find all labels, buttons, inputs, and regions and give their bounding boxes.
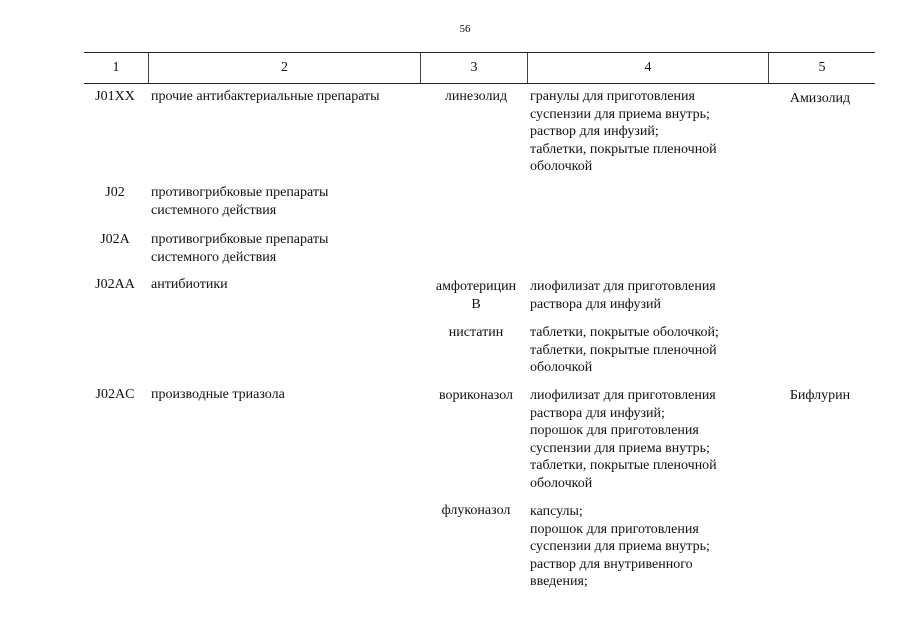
header-col-2: 2: [281, 60, 288, 75]
dosage-form: суспензии для приема внутрь;: [530, 106, 710, 122]
group-name: противогрибковые препараты: [151, 185, 329, 200]
atc-code: J02AC: [95, 387, 135, 402]
dosage-form: раствор для внутривенного: [530, 556, 693, 572]
dosage-form: капсулы;: [530, 504, 583, 519]
page-number: 56: [459, 23, 471, 35]
dosage-form: таблетки, покрытые пленочной: [530, 342, 717, 358]
drug-name: В: [471, 296, 481, 312]
group-name: прочие антибактериальные препараты: [151, 89, 380, 104]
dosage-form: таблетки, покрытые пленочной: [530, 458, 717, 473]
header-col-3: 3: [470, 60, 478, 75]
table-header: [84, 52, 875, 84]
dosage-form: введения;: [530, 574, 588, 589]
brand-name: Бифлурин: [789, 388, 851, 403]
drug-name: линезолид: [444, 89, 508, 104]
dosage-form: порошок для приготовления: [530, 521, 699, 537]
dosage-form: раствор для инфузий;: [530, 124, 659, 139]
dosage-form: таблетки, покрытые оболочкой;: [530, 325, 719, 340]
drug-name: вориконазол: [438, 388, 514, 403]
dosage-form: оболочкой: [530, 360, 593, 375]
drug-name: амфотерицин: [435, 279, 517, 294]
dosage-form: оболочкой: [530, 159, 593, 174]
dosage-form: гранулы для приготовления: [530, 89, 695, 104]
header-col-4: 4: [644, 60, 652, 75]
header-col-1: 1: [112, 60, 120, 75]
dosage-form: порошок для приготовления: [530, 423, 699, 438]
dosage-form: раствора для инфузий: [530, 296, 662, 312]
dosage-form: лиофилизат для приготовления: [530, 388, 716, 403]
brand-name: Амизолид: [789, 91, 851, 106]
dosage-form: таблетки, покрытые пленочной: [530, 141, 717, 157]
group-name: системного действия: [151, 249, 277, 265]
dosage-form: суспензии для приема внутрь;: [530, 440, 710, 456]
drug-name: флуконазол: [441, 503, 511, 518]
drug-name: нистатин: [448, 325, 504, 340]
group-name: производные триазола: [151, 387, 285, 402]
dosage-form: суспензии для приема внутрь;: [530, 539, 710, 554]
group-name: антибиотики: [151, 277, 228, 292]
group-name: системного действия: [151, 202, 277, 218]
atc-code: J02: [105, 185, 125, 200]
header-col-5: 5: [818, 60, 826, 75]
dosage-form: раствора для инфузий;: [530, 405, 665, 421]
group-name: противогрибковые препараты: [151, 232, 329, 247]
dosage-form: лиофилизат для приготовления: [530, 279, 716, 294]
dosage-form: оболочкой: [530, 475, 593, 491]
atc-code: J02A: [100, 232, 130, 247]
atc-code: J01XX: [95, 89, 135, 104]
atc-code: J02AA: [95, 277, 135, 292]
